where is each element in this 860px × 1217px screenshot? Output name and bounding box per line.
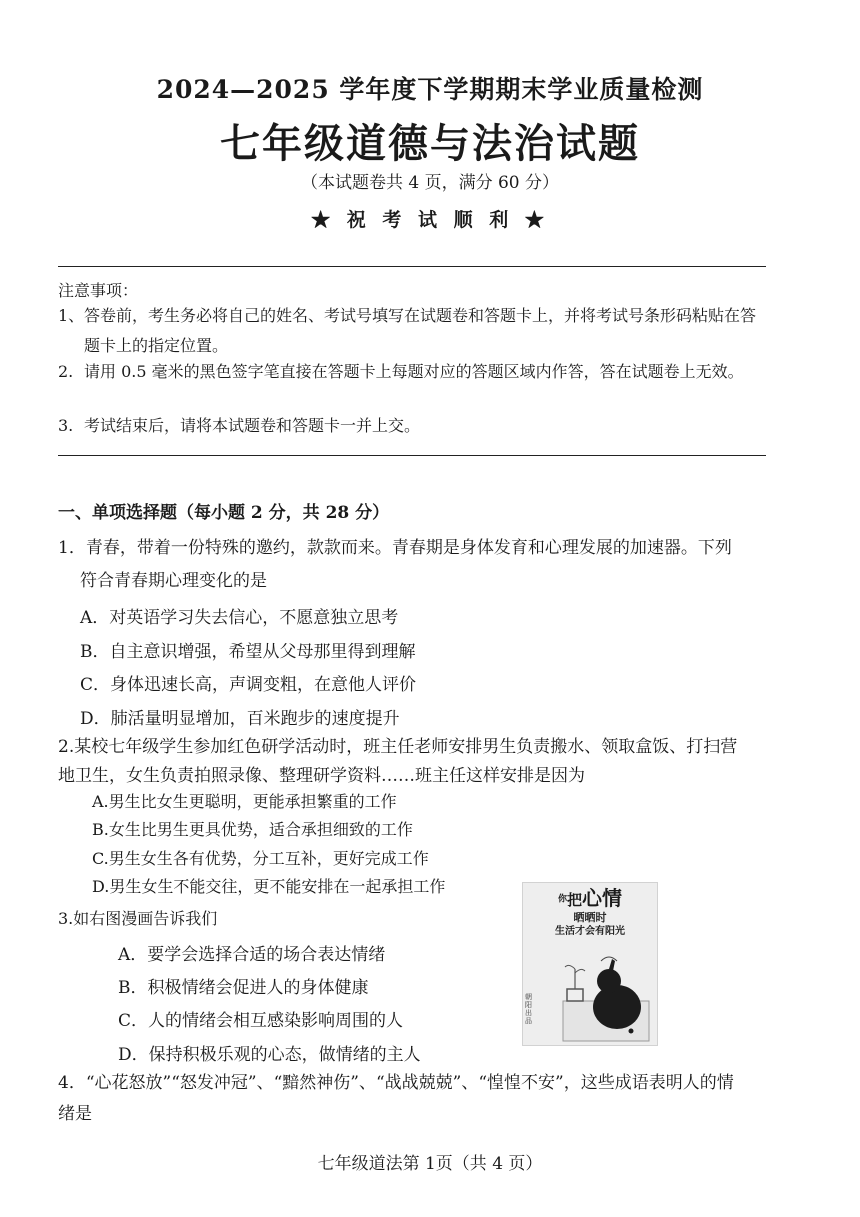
cartoon-caption: [523, 887, 657, 938]
exam-main-title: 七年级道德与法治试题: [220, 120, 640, 167]
page-footer: 七年级道法第 1页（共 4 页）: [317, 1154, 543, 1174]
question-2-option-b: B.女生比男生更具优势，适合承担细致的工作: [92, 820, 413, 839]
question-2-stem: 2.某校七年级学生参加红色研学活动时，班主任老师安排男生负责搬水、领取盒饭、打扫营: [58, 737, 738, 757]
question-4-stem-cont: 绪是: [58, 1104, 92, 1124]
cartoon-illustration: [522, 882, 658, 1046]
question-1-option-a: A．对英语学习失去信心，不愿意独立思考: [80, 608, 399, 628]
question-1-stem-cont: 符合青春期心理变化的是: [80, 571, 267, 591]
note-text: 考试结束后，请将本试题卷和答题卡一并上交。: [84, 416, 421, 435]
cartoon-figure-foot: [629, 1029, 634, 1034]
cartoon-prefix: 把: [567, 891, 583, 909]
question-3-option-d: D．保持积极乐观的心态，做情绪的主人: [118, 1045, 421, 1065]
question-2-option-a: A.男生比女生更聪明，更能承担繁重的工作: [92, 792, 397, 811]
note-text: 答卷前，考生务必将自己的姓名、考试号填写在试题卷和答题卡上，并将考试号条形码粘贴在答题卡上的指定位置。: [84, 306, 757, 355]
blessing-line: ★ 祝 考 试 顺 利 ★: [311, 209, 549, 231]
cartoon-caption-line3: 生活才会有阳光: [555, 926, 625, 937]
cartoon-signature: 朝阳出品: [525, 993, 532, 1025]
cartoon-big-word: 心情: [582, 886, 623, 910]
question-2-option-c: C.男生女生各有优势，分工互补，更好完成工作: [92, 849, 429, 868]
exam-subtitle: （本试题卷共 4 页，满分 60 分）: [300, 173, 560, 193]
question-4-stem: 4．“心花怒放”“怒发冲冠”、“黯然神伤”、“战战兢兢”、“惶惶不安”，这些成语表明人的情: [58, 1073, 734, 1093]
cartoon-caption-line1: [523, 887, 657, 911]
cartoon-figure-body: [593, 985, 641, 1029]
note-item-2: [58, 357, 770, 387]
exam-year-title: 2024—2025 学年度下学期期末学业质量检测: [156, 75, 704, 104]
question-1-option-b: B．自主意识增强，希望从父母那里得到理解: [80, 642, 416, 662]
cartoon-figure-tuft: [609, 959, 615, 971]
section-heading: 一、单项选择题（每小题 2 分，共 28 分）: [58, 503, 390, 523]
cartoon-pot: [567, 989, 583, 1001]
note-item-3: [58, 411, 770, 441]
question-2-stem-cont: 地卫生，女生负责拍照录像、整理研学资料……班主任这样安排是因为: [58, 766, 585, 786]
question-3-option-a: A．要学会选择合适的场合表达情绪: [118, 945, 386, 965]
question-1-option-d: D．肺活量明显增加，百米跑步的速度提升: [80, 709, 400, 729]
divider-bottom: [58, 455, 766, 456]
question-1-stem: 1．青春，带着一份特殊的邀约，款款而来。青春期是身体发育和心理发展的加速器。下列: [58, 538, 732, 558]
note-number: 3.: [58, 416, 74, 435]
note-item-1: [58, 301, 770, 361]
cartoon-caption-line2: 晒晒时: [573, 911, 607, 924]
note-number: 2.: [58, 362, 74, 381]
cartoon-figure-head: [597, 969, 621, 993]
question-3-option-b: B．积极情绪会促进人的身体健康: [118, 978, 369, 998]
question-2-option-d: D.男生女生不能交往，更不能安排在一起承担工作: [92, 877, 446, 896]
divider-top: [58, 266, 766, 267]
cartoon-sun-ray: [601, 957, 617, 961]
question-1-option-c: C．身体迅速长高，声调变粗，在意他人评价: [80, 675, 417, 695]
cartoon-small-char: 你: [557, 894, 567, 905]
notes-heading: 注意事项：: [58, 281, 139, 300]
note-number: 1、: [58, 306, 85, 325]
question-3-option-c: C．人的情绪会相互感染影响周围的人: [118, 1011, 404, 1031]
question-3-stem: 3.如右图漫画告诉我们: [58, 909, 218, 928]
note-text: 请用 0.5 毫米的黑色签字笔直接在答题卡上每题对应的答题区域内作答，答在试题卷上无效。: [84, 362, 744, 381]
